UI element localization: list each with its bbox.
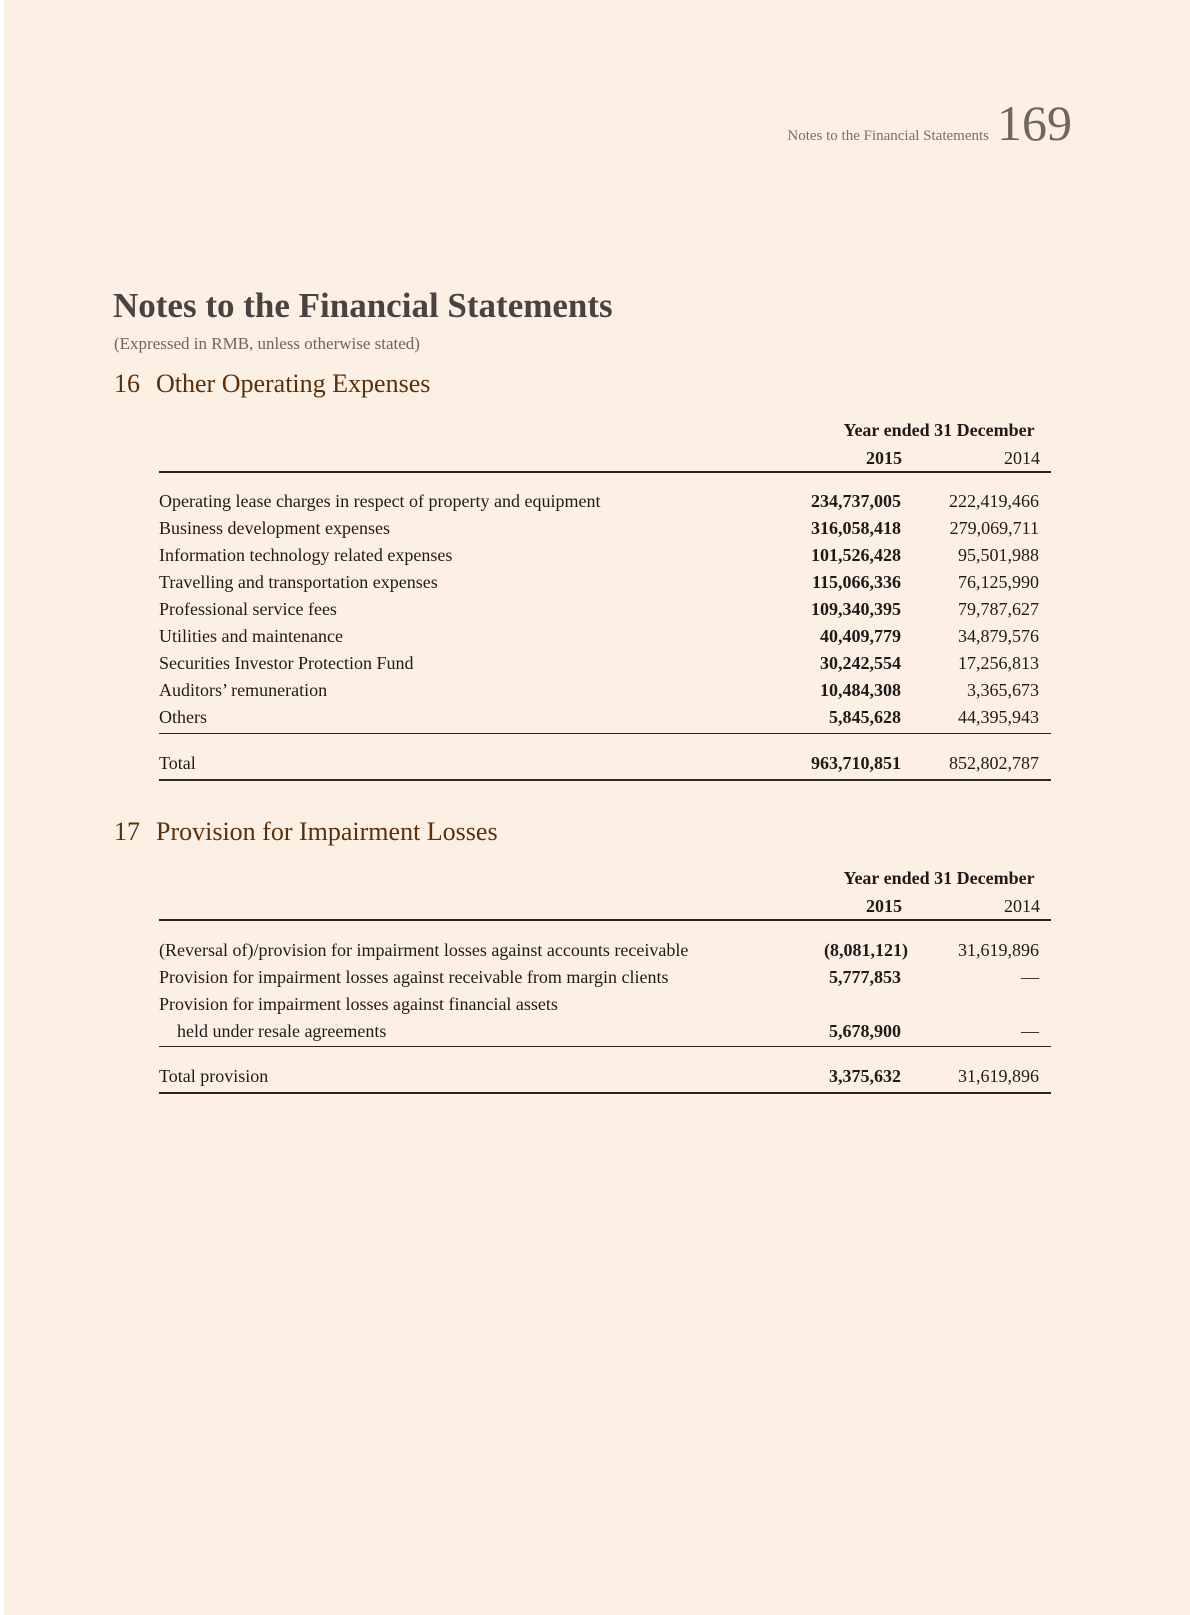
total-2014: 852,802,787 [949, 753, 1039, 773]
section-number: 16 [114, 369, 140, 398]
value-2015: 40,409,779 [820, 626, 901, 646]
period-header: Year ended 31 December [843, 420, 1035, 440]
value-2015: 115,066,336 [811, 572, 901, 592]
section-title: Other Operating Expenses [156, 369, 431, 398]
total-2015: 3,375,632 [829, 1066, 901, 1086]
value-2015: 5,678,900 [829, 1021, 901, 1041]
row-label: Information technology related expenses [159, 545, 453, 565]
row-label: Business development expenses [159, 518, 390, 538]
value-2014: 3,365,673 [967, 680, 1039, 700]
section-17-heading [114, 817, 498, 847]
subtotal-rule [159, 733, 1051, 734]
header-rule [159, 471, 1051, 473]
value-2014: 44,395,943 [958, 707, 1039, 727]
table-row [159, 491, 1051, 518]
page-number: 169 [997, 95, 1072, 151]
value-2015: 109,340,395 [811, 599, 901, 619]
total-rule [159, 779, 1051, 781]
value-2015: 30,242,554 [820, 653, 901, 673]
table-row [159, 653, 1051, 680]
impairment-losses-table [159, 868, 1051, 1108]
row-label: Utilities and maintenance [159, 626, 343, 646]
value-2014: — [1021, 1021, 1039, 1041]
running-head [787, 95, 1072, 151]
value-2014: 222,419,466 [949, 491, 1039, 511]
total-2014: 31,619,896 [958, 1066, 1039, 1086]
header-rule [159, 919, 1051, 921]
column-header-2014: 2014 [1004, 448, 1040, 468]
total-2015: 963,710,851 [811, 753, 901, 773]
running-head-text: Notes to the Financial Statements [787, 128, 989, 144]
value-2014: 279,069,711 [949, 518, 1039, 538]
section-title: Provision for Impairment Losses [156, 817, 498, 846]
total-rule [159, 1092, 1051, 1094]
row-label: Auditors’ remuneration [159, 680, 328, 700]
value-2014: 79,787,627 [958, 599, 1039, 619]
total-label: Total provision [159, 1066, 269, 1086]
table-row [159, 967, 1051, 994]
page-title: Notes to the Financial Statements [113, 286, 613, 325]
total-label: Total [159, 753, 196, 773]
total-row [159, 753, 1051, 780]
value-2014: 76,125,990 [958, 572, 1039, 592]
row-label: Operating lease charges in respect of property and equipment [159, 491, 601, 511]
value-2014: — [1021, 967, 1039, 987]
section-number: 17 [114, 817, 140, 846]
row-label: Others [159, 707, 207, 727]
value-2015: (8,081,121) [824, 940, 908, 960]
table-row [159, 994, 1051, 1021]
column-header-2015: 2015 [866, 448, 902, 468]
total-row [159, 1066, 1051, 1093]
value-2014: 17,256,813 [958, 653, 1039, 673]
row-label: Provision for impairment losses against financial assets [159, 994, 558, 1014]
table-row [159, 626, 1051, 653]
row-label: Provision for impairment losses against receivable from margin clients [159, 967, 669, 987]
column-header-2015: 2015 [866, 896, 902, 916]
value-2015: 10,484,308 [820, 680, 901, 700]
table-row [159, 518, 1051, 545]
table-row [159, 1021, 1051, 1048]
value-2014: 95,501,988 [958, 545, 1039, 565]
operating-expenses-table [159, 420, 1051, 785]
table-row [159, 599, 1051, 626]
table-row [159, 572, 1051, 599]
value-2015: 234,737,005 [811, 491, 901, 511]
value-2015: 5,777,853 [829, 967, 901, 987]
value-2015: 101,526,428 [811, 545, 901, 565]
document-page [4, 0, 1190, 1615]
period-header: Year ended 31 December [843, 868, 1035, 888]
row-label: (Reversal of)/provision for impairment losses against accounts receivable [159, 940, 689, 960]
table-row [159, 545, 1051, 572]
row-label: Securities Investor Protection Fund [159, 653, 414, 673]
value-2014: 34,879,576 [958, 626, 1039, 646]
row-label: Travelling and transportation expenses [159, 572, 438, 592]
value-2015: 5,845,628 [829, 707, 901, 727]
column-header-2014: 2014 [1004, 896, 1040, 916]
value-2014: 31,619,896 [958, 940, 1039, 960]
row-label: held under resale agreements [177, 1021, 387, 1041]
table-row [159, 680, 1051, 707]
table-row [159, 940, 1051, 967]
page-subtitle: (Expressed in RMB, unless otherwise stated) [114, 334, 420, 353]
section-16-heading [114, 369, 430, 399]
value-2015: 316,058,418 [811, 518, 901, 538]
table-row [159, 707, 1051, 734]
subtotal-rule [159, 1046, 1051, 1047]
row-label: Professional service fees [159, 599, 337, 619]
